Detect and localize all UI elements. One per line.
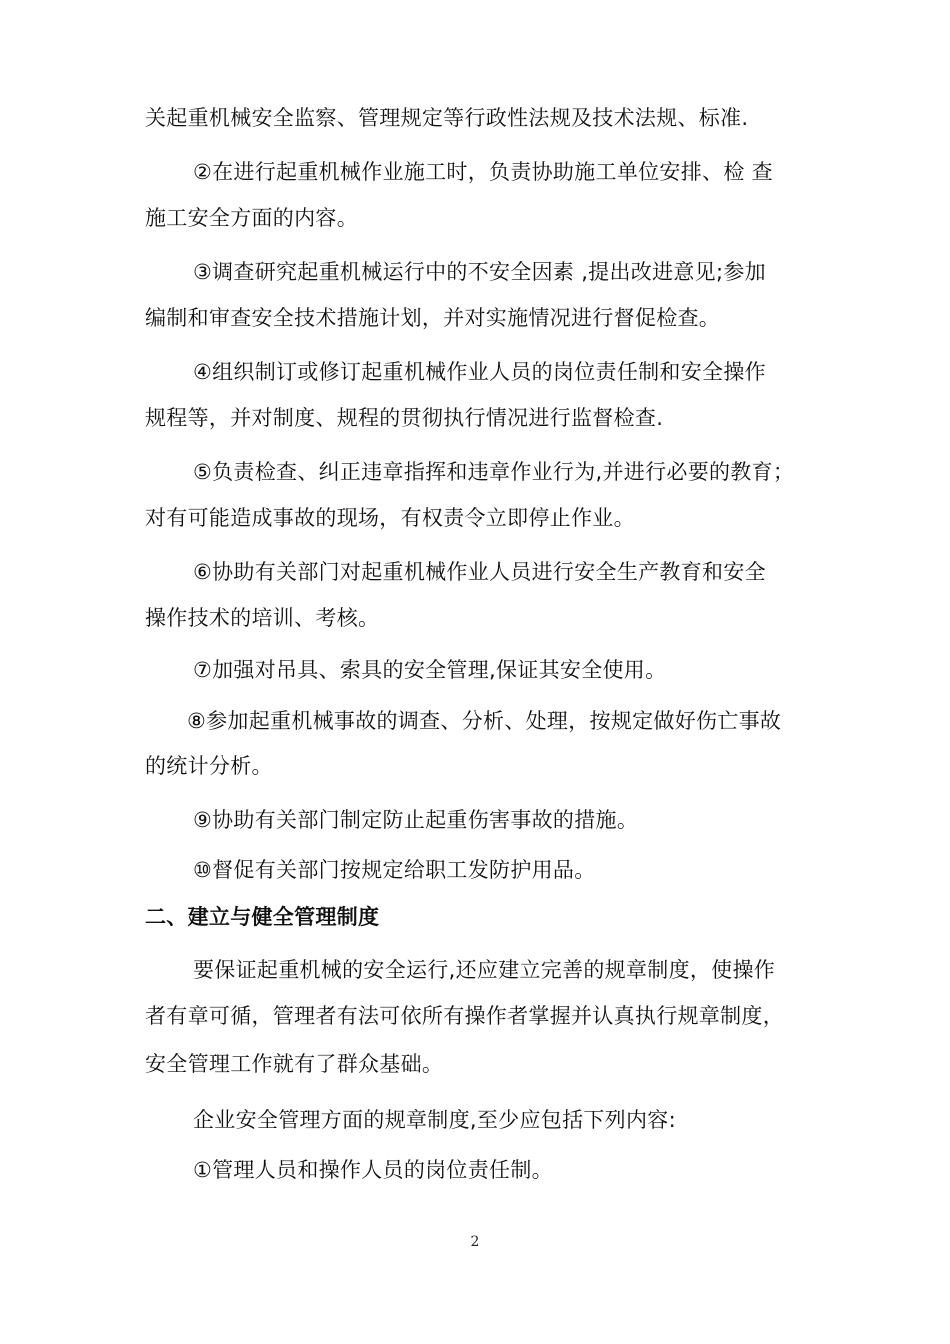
- paragraph-intro: 企业安全管理方面的规章制度,至少应包括下列内容:: [193, 1108, 676, 1132]
- list-item-3-line-1: ③调查研究起重机械运行中的不安全因素 ,提出改进意见;参加: [193, 260, 766, 284]
- list-item-5-line-1: ⑤负责检查、纠正违章指挥和违章作业行为,并进行必要的教育；: [193, 460, 795, 484]
- list-item-4-line-1: ④组织制订或修订起重机械作业人员的岗位责任制和安全操作: [193, 360, 766, 384]
- list-item-2-line-2: 施工安全方面的内容。: [145, 206, 358, 230]
- text-line: 关起重机械安全监察、管理规定等行政性法规及技术法规、标准.: [145, 106, 749, 130]
- list-item-9: ⑨协助有关部门制定防止起重伤害事故的措施。: [193, 808, 639, 832]
- list-item-10: ⑩督促有关部门按规定给职工发防护用品。: [193, 858, 596, 882]
- list-item-8-line-2: 的统计分析。: [145, 754, 273, 778]
- list-item-6-line-2: 操作技术的培训、考核。: [145, 606, 380, 630]
- section-heading: 二、建立与健全管理制度: [145, 905, 380, 929]
- list-item-7: ⑦加强对吊具、索具的安全管理,保证其安全使用。: [193, 658, 667, 682]
- page-number: 2: [470, 1234, 480, 1250]
- paragraph-line-3: 安全管理工作就有了群众基础。: [145, 1052, 444, 1076]
- paragraph-line-2: 者有章可循，管理者有法可依所有操作者掌握并认真执行规章制度，: [145, 1004, 784, 1028]
- list-item-8-line-1: ⑧参加起重机械事故的调查、分析、处理，按规定做好伤亡事故: [187, 709, 782, 733]
- list-item-2-line-1: ②在进行起重机械作业施工时，负责协助施工单位安排、检 查: [193, 160, 773, 184]
- list-item-6-line-1: ⑥协助有关部门对起重机械作业人员进行安全生产教育和安全: [193, 560, 766, 584]
- list-item-5-line-2: 对有可能造成事故的现场，有权责令立即停止作业。: [145, 506, 635, 530]
- list-item-4-line-2: 规程等，并对制度、规程的贯彻执行情况进行监督检查.: [145, 406, 664, 430]
- paragraph-line-1: 要保证起重机械的安全运行,还应建立完善的规章制度，使操作: [193, 958, 776, 982]
- list-item-3-line-2: 编制和审查安全技术措施计划，并对实施情况进行督促检查。: [145, 306, 721, 330]
- rules-list-item-1: ①管理人员和操作人员的岗位责任制。: [193, 1158, 553, 1182]
